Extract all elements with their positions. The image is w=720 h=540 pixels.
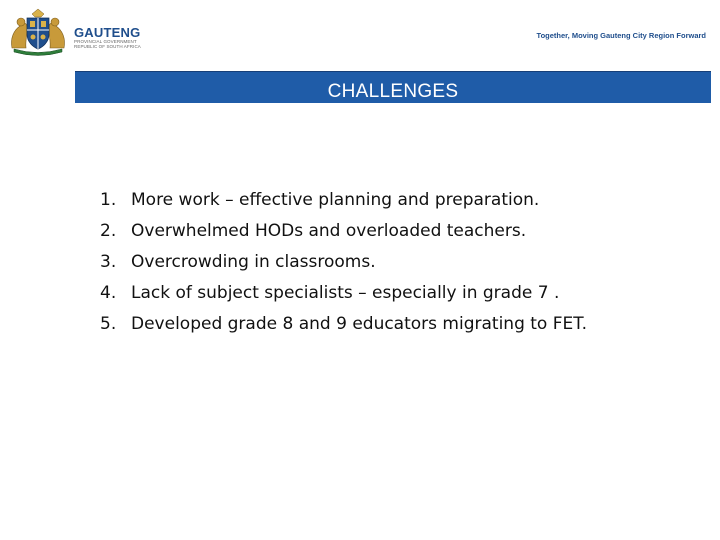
tagline: Together, Moving Gauteng City Region Forward: [536, 31, 706, 40]
logo-name: GAUTENG: [74, 25, 141, 40]
list-item-text: Lack of subject specialists – especially in grade 7 .: [131, 283, 560, 303]
list-item-text: Developed grade 8 and 9 educators migrating to FET.: [131, 314, 588, 334]
header: [0, 0, 720, 62]
slide-title: CHALLENGES: [327, 81, 459, 102]
list-item: [100, 185, 700, 216]
list-item-text: Overcrowding in classrooms.: [131, 252, 376, 272]
logo-subtitle-1: PROVINCIAL GOVERNMENT: [74, 39, 137, 44]
list-item-text: More work – effective planning and preparation.: [131, 190, 540, 210]
list-item-number: 4.: [100, 283, 117, 303]
list-item-number: 1.: [100, 190, 117, 210]
list-item-number: 2.: [100, 221, 117, 241]
logo-wordmark: [74, 26, 154, 49]
list-item-text: Overwhelmed HODs and overloaded teachers.: [131, 221, 527, 241]
logo-subtitle-2: REPUBLIC OF SOUTH AFRICA: [74, 44, 141, 49]
list-item-number: 5.: [100, 314, 117, 334]
list-item: [100, 247, 700, 278]
coat-of-arms-icon: [8, 8, 68, 56]
list-item: [100, 216, 700, 247]
list-item: [100, 309, 700, 340]
list-item: [100, 278, 700, 309]
challenges-list: [100, 185, 700, 340]
list-item-number: 3.: [100, 252, 117, 272]
title-bar: [75, 71, 711, 103]
